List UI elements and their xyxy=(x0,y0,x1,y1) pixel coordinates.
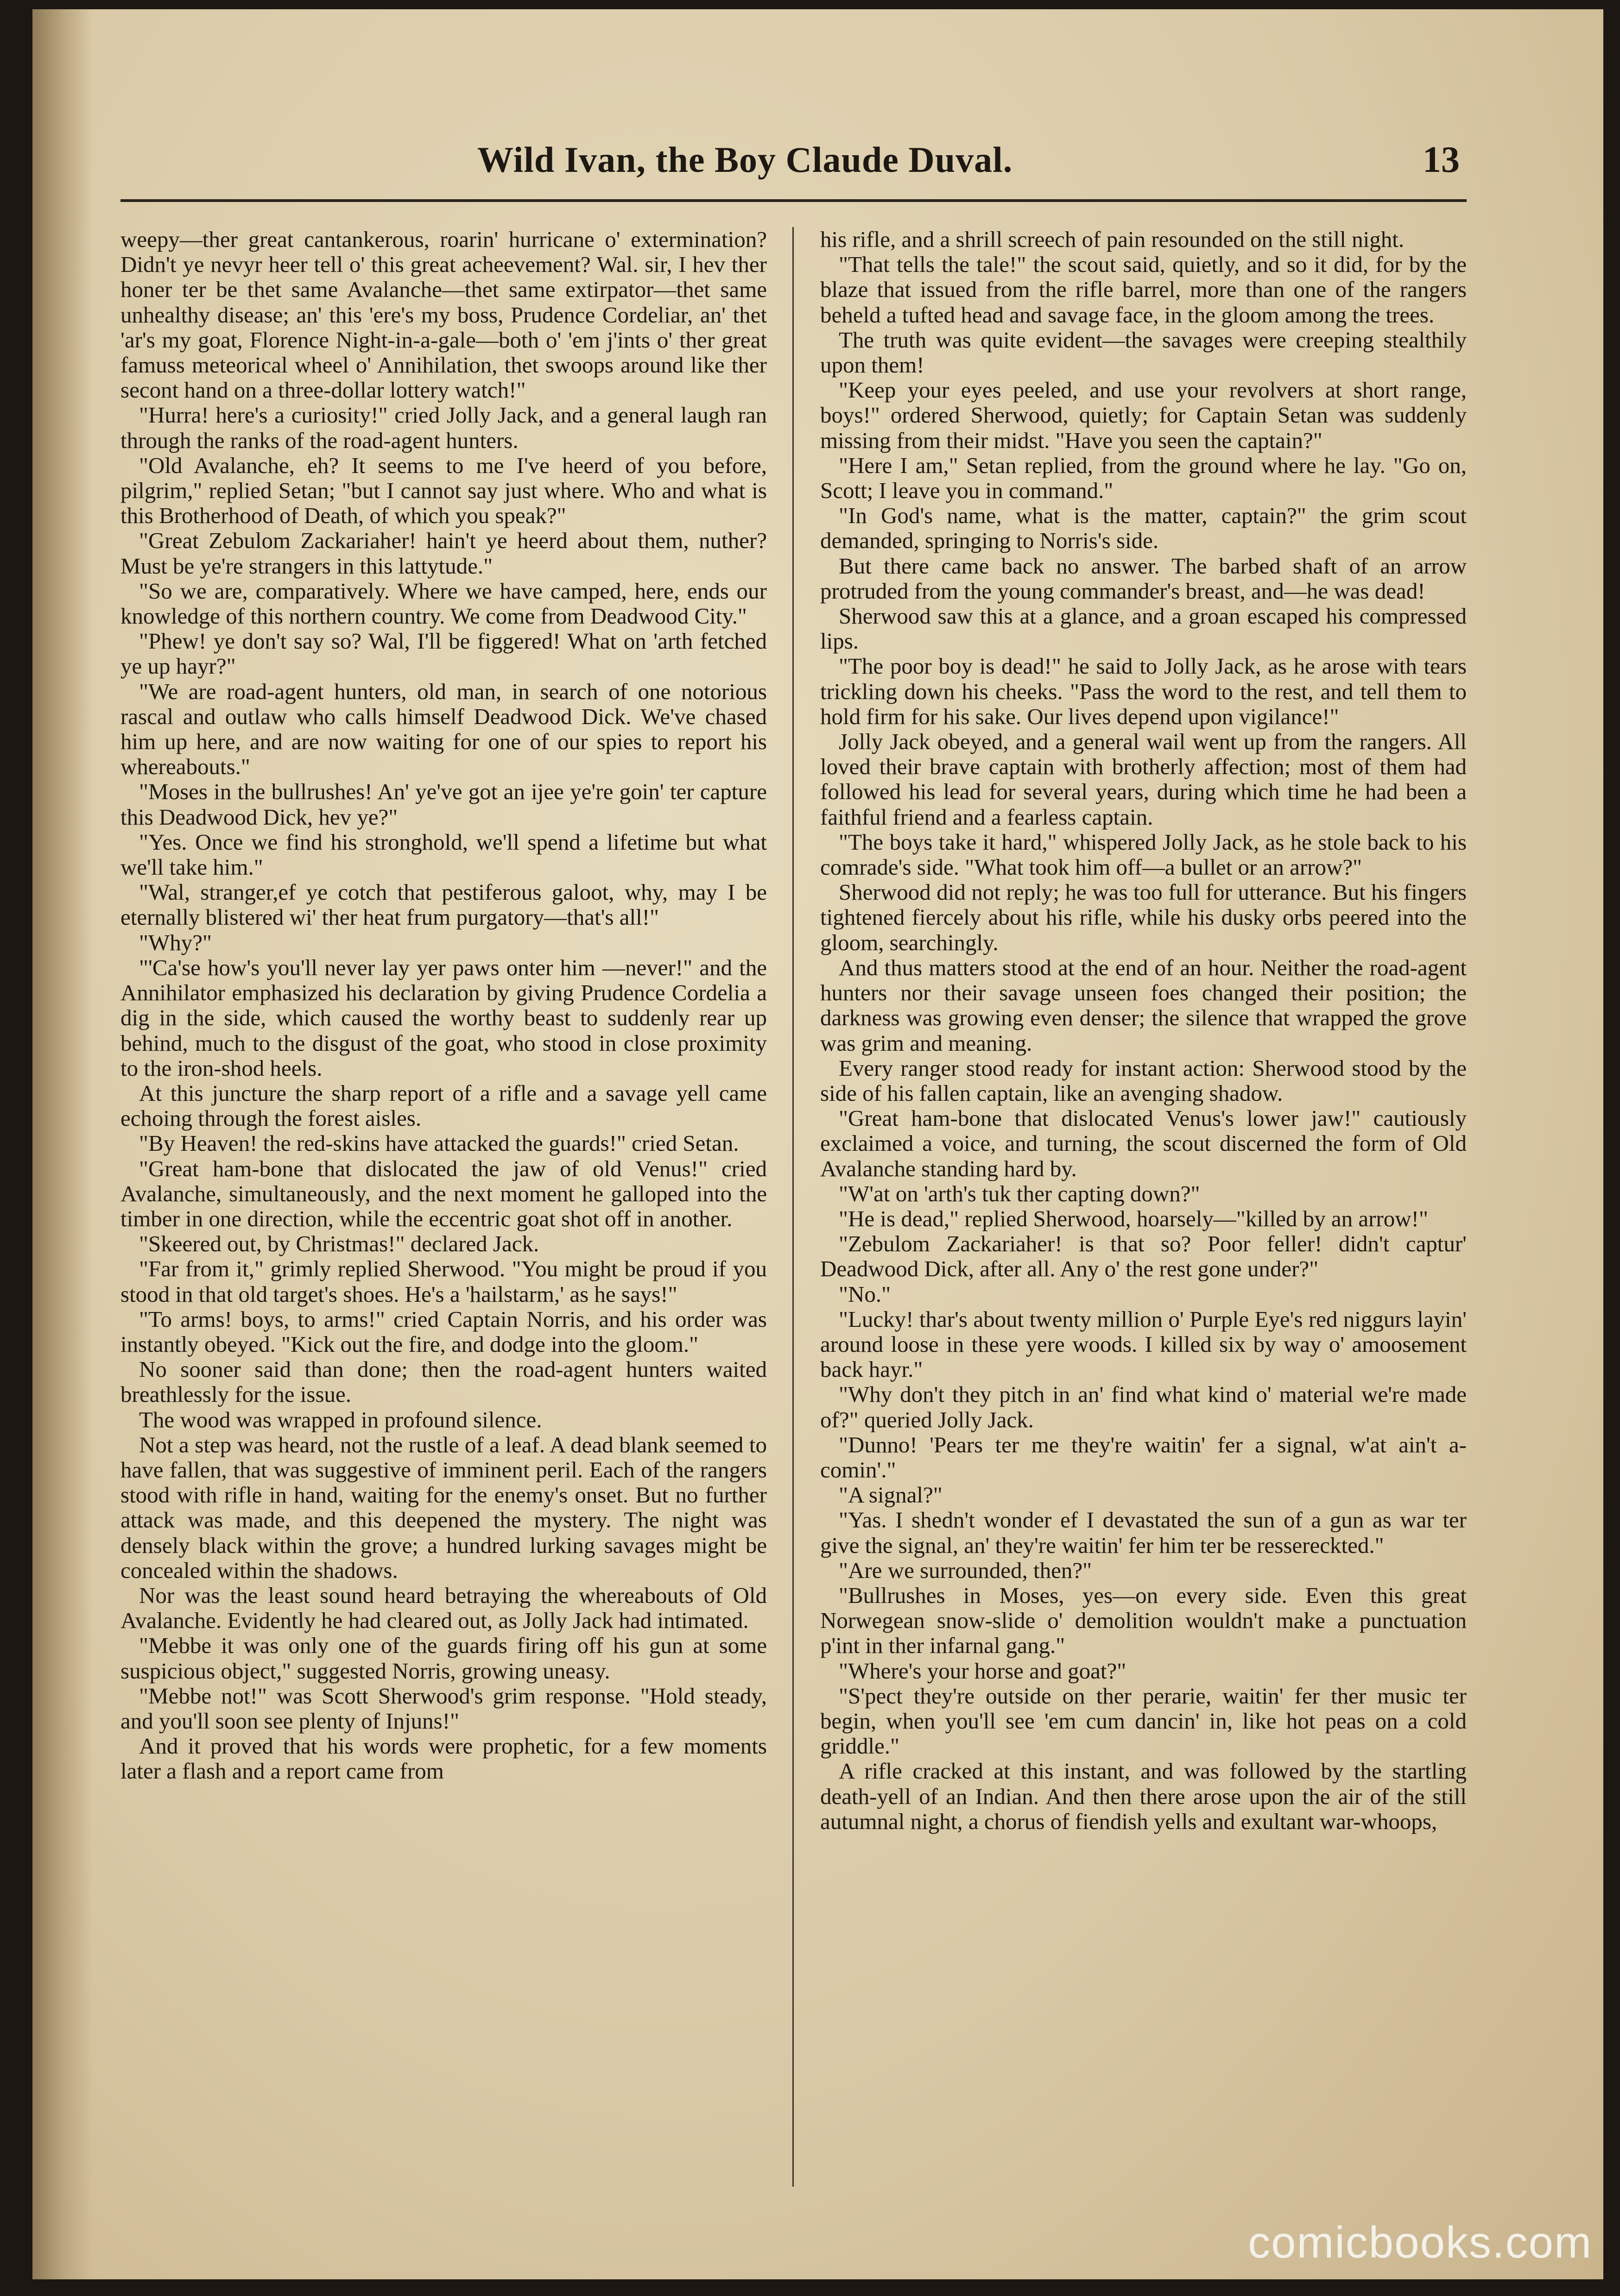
paragraph: "Wal, stranger,ef ye cotch that pestiferous galoot, why, may I be eternally blistered wi' ther heat frum purgatory—that's all!" xyxy=(120,879,767,930)
paragraph: "Yes. Once we find his stronghold, we'll spend a lifetime but what we'll take him." xyxy=(120,829,767,880)
paragraph: "Skeered out, by Christmas!" declared Jack. xyxy=(139,1231,539,1257)
paragraph: "Far from it," grimly replied Sherwood. "You might be proud if you stood in that old target's shoes. He's a 'hailstarm,' as he says!" xyxy=(120,1256,767,1307)
paragraph: "Why?" xyxy=(139,929,212,955)
paragraph: "W'at on 'arth's tuk ther capting down?" xyxy=(839,1180,1200,1206)
paragraph: "No." xyxy=(839,1281,891,1307)
paragraph: Not a step was heard, not the rustle of a leaf. A dead blank seemed to have fallen, that was suggestive of imminent peril. Each of the rangers stood with rifle in hand, waiting for the enemy's onset. But no further attack was made, and this deepened the mystery. The night was densely black within the grove; a hundred lurking savages might be concealed within the shadows. xyxy=(120,1432,767,1583)
paragraph: A rifle cracked at this instant, and was followed by the startling death-yell of an Indian. And then there arose upon the air of the still autumnal night, a chorus of fiendish yells and exultant war-whoops, xyxy=(820,1758,1467,1834)
paragraph: "Dunno! 'Pears ter me they're waitin' fer a signal, w'at ain't a-comin'." xyxy=(820,1432,1467,1482)
paragraph: "Why don't they pitch in an' find what kind o' material we're made of?" queried Jolly Jack. xyxy=(820,1381,1467,1432)
left-column xyxy=(120,227,767,2187)
running-title: Wild Ivan, the Boy Claude Duval. xyxy=(477,139,1013,180)
paragraph: "We are road-agent hunters, old man, in search of one notorious rascal and outlaw who calls himself Deadwood Dick. We've chased him up here, and are now waiting for one of our spies to report his whereabouts." xyxy=(120,678,767,780)
paragraph: "Phew! ye don't say so? Wal, I'll be figgered! What on 'arth fetched ye up hayr?" xyxy=(120,628,767,679)
paragraph: "By Heaven! the red-skins have attacked the guards!" cried Setan. xyxy=(139,1130,739,1156)
page-spine-shadow xyxy=(32,9,93,2279)
paragraph: "Are we surrounded, then?" xyxy=(839,1557,1092,1583)
header-rule xyxy=(120,199,1467,202)
paragraph: And it proved that his words were prophetic, for a few moments later a flash and a report came from xyxy=(120,1733,767,1784)
paragraph: Sherwood saw this at a glance, and a groan escaped his compressed lips. xyxy=(820,603,1467,654)
paragraph: "That tells the tale!" the scout said, quietly, and so it did, for by the blaze that issued from the rifle barrel, more than one of the rangers beheld a tufted head and savage face, in the gloom among the trees. xyxy=(820,252,1467,328)
paragraph: The wood was wrapped in profound silence. xyxy=(139,1407,542,1432)
paragraph: his rifle, and a shrill screech of pain resounded on the still night. xyxy=(820,227,1405,252)
paragraph: "To arms! boys, to arms!" cried Captain Norris, and his order was instantly obeyed. "Kick out the fire, and dodge into the gloom." xyxy=(120,1306,767,1357)
paragraph: "Mebbe not!" was Scott Sherwood's grim response. "Hold steady, and you'll soon see plenty of Injuns!" xyxy=(120,1683,767,1734)
paragraph: "'Ca'se how's you'll never lay yer paws onter him —never!" and the Annihilator emphasized his declaration by giving Prudence Cordelia a dig in the side, which caused the worthy beast to suddenly rear up behind, much to the disgust of the goat, who stood in close proximity to the iron-shod heels. xyxy=(120,954,767,1081)
page-header xyxy=(120,125,1464,195)
paragraph: At this juncture the sharp report of a rifle and a savage yell came echoing through the forest aisles. xyxy=(120,1080,767,1131)
paragraph: But there came back no answer. The barbed shaft of an arrow protruded from the young commander's breast, and—he was dead! xyxy=(820,553,1467,604)
paragraph: "In God's name, what is the matter, captain?" the grim scout demanded, springing to Norris's side. xyxy=(820,503,1467,554)
right-column xyxy=(820,227,1467,2187)
paragraph: "Old Avalanche, eh? It seems to me I've heerd of you before, pilgrim," replied Setan; "but I cannot say just where. Who and what is this Brotherhood of Death, of which you speak?" xyxy=(120,452,767,529)
paragraph: "Yas. I shedn't wonder ef I devastated the sun of a gun as war ter give the signal, an' they're waitin' fer him ter be ressereckted." xyxy=(820,1507,1467,1558)
paragraph: "Great ham-bone that dislocated Venus's lower jaw!" cautiously exclaimed a voice, and turning, the scout discerned the form of Old Avalanche standing hard by. xyxy=(820,1105,1467,1181)
paragraph: Sherwood did not reply; he was too full for utterance. But his fingers tightened fiercely about his rifle, while his dusky orbs peered into the gloom, searchingly. xyxy=(820,879,1467,955)
paragraph: "Lucky! thar's about twenty million o' Purple Eye's red niggurs layin' around loose in these yere woods. I killed six by way o' amoosement back hayr." xyxy=(820,1306,1467,1382)
paragraph: "Keep your eyes peeled, and use your revolvers at short range, boys!" ordered Sherwood, quietly; for Captain Setan was suddenly missing from their midst. "Have you seen the captain?" xyxy=(820,377,1467,453)
paragraph: "The poor boy is dead!" he said to Jolly Jack, as he arose with tears trickling down his cheeks. "Pass the word to the rest, and tell them to hold firm for his sake. Our lives depend upon vigilance!" xyxy=(820,653,1467,729)
paragraph: "So we are, comparatively. Where we have camped, here, ends our knowledge of this northern country. We come from Deadwood City." xyxy=(120,578,767,629)
paragraph: "Great ham-bone that dislocated the jaw of old Venus!" cried Avalanche, simultaneously, and the next moment he galloped into the timber in one direction, while the eccentric goat shot off in another. xyxy=(120,1155,767,1231)
paragraph: Nor was the least sound heard betraying the whereabouts of Old Avalanche. Evidently he had cleared out, as Jolly Jack had intimated. xyxy=(120,1582,767,1634)
paragraph: The truth was quite evident—the savages were creeping stealthily upon them! xyxy=(820,327,1467,378)
book-page xyxy=(32,9,1603,2279)
site-watermark: comicbooks.com xyxy=(1248,2218,1592,2267)
paragraph: "Here I am," Setan replied, from the ground where he lay. "Go on, Scott; I leave you in command." xyxy=(820,452,1467,504)
paragraph: And thus matters stood at the end of an hour. Neither the road-agent hunters nor their savage unseen foes changed their position; the darkness was growing even denser; the silence that wrapped the grove was grim and meaning. xyxy=(820,954,1467,1056)
paragraph: "The boys take it hard," whispered Jolly Jack, as he stole back to his comrade's side. "What took him off—a bullet or an arrow?" xyxy=(820,829,1467,880)
paragraph: "Great Zebulom Zackariaher! hain't ye heerd about them, nuther? Must be ye're strangers in this lattytude." xyxy=(120,528,767,579)
paragraph: "Hurra! here's a curiosity!" cried Jolly Jack, and a general laugh ran through the ranks of the road-agent hunters. xyxy=(120,402,767,453)
paragraph: "Moses in the bullrushes! An' ye've got an ijee ye're goin' ter capture this Deadwood Dick, hev ye?" xyxy=(120,779,767,830)
paragraph: weepy—ther great cantankerous, roarin' hurricane o' extermination? Didn't ye nevyr heer tell o' this great acheevement? Wal. sir, I hev ther honer ter be thet same Avalanche—thet same extirpator—thet same unhealthy disease; an' this 'ere's my boss, Prudence Cordeliar, an' thet 'ar's my goat, Florence Night-in-a-gale—both o' 'em j'ints o' ther great famuss meteorical wheel o' Annihilation, thet swoops around like ther secont hand on a three-dollar lottery watch!" xyxy=(120,227,767,403)
paragraph: "Bullrushes in Moses, yes—on every side. Even this great Norwegean snow-slide o' demolition wouldn't make a punctuation p'int in ther infarnal gang." xyxy=(820,1582,1467,1659)
text-columns xyxy=(120,227,1467,2187)
paragraph: "A signal?" xyxy=(839,1482,943,1508)
paragraph: No sooner said than done; then the road-agent hunters waited breathlessly for the issue. xyxy=(120,1356,767,1407)
paragraph: "Mebbe it was only one of the guards firing off his gun at some suspicious object," suggested Norris, growing uneasy. xyxy=(120,1633,767,1684)
column-divider xyxy=(792,227,794,2187)
paragraph: Every ranger stood ready for instant action: Sherwood stood by the side of his fallen captain, like an avenging shadow. xyxy=(820,1055,1467,1106)
paragraph: "Where's your horse and goat?" xyxy=(839,1658,1126,1684)
paragraph: "Zebulom Zackariaher! is that so? Poor feller! didn't captur' Deadwood Dick, after all. Any o' the rest gone under?" xyxy=(820,1231,1467,1282)
paragraph: Jolly Jack obeyed, and a general wail went up from the rangers. All loved their brave captain with brotherly affection; most of them had followed his lead for several years, during which time he had been a faithful friend and a fearless captain. xyxy=(820,729,1467,830)
page-number: 13 xyxy=(1423,139,1460,180)
paragraph: "He is dead," replied Sherwood, hoarsely—"killed by an arrow!" xyxy=(839,1205,1428,1231)
paragraph: "S'pect they're outside on ther perarie, waitin' fer ther music ter begin, when you'll see 'em cum dancin' in, like hot peas on a cold griddle." xyxy=(820,1683,1467,1759)
